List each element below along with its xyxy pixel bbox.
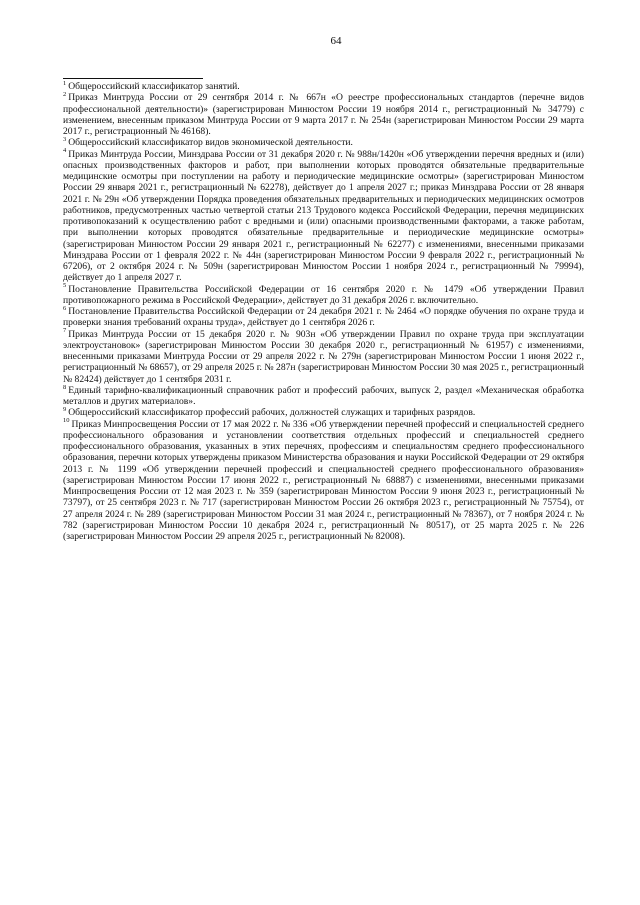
footnote-text: Общероссийский классификатор профессий рабочих, должностей служащих и тарифных разрядов.	[68, 407, 476, 419]
footnote-marker: 6	[63, 304, 67, 312]
footnote-1	[63, 81, 584, 92]
footnote-text: Приказ Минтруда России, Минздрава России от 31 декабря 2020 г. № 988н/1420н «Об утверждении перечня вредных и (или) опасных производственных факторов и работ, при выполнении которых проводятся обязательные предварительные медицинские осмотры при поступлении на работу и периодические медицинские осмотры» (зарегистрирован Минюстом России 29 января 2021 г., регистрационный № 62278), действует до 1 апреля 2027 г.; приказ Минздрава России от 28 января 2021 г. № 29н «Об утверждении Порядка проведения обязательных предварительных и периодических медицинских осмотров работников, предусмотренных частью четвертой статьи 213 Трудового кодекса Российской Федерации, перечня медицинских противопоказаний к осуществлению работ с вредными и (или) опасными производственными факторами, а также работам, при выполнении которых проводятся обязательные предварительные и периодические медицинские осмотры» (зарегистрирован Минюстом России 29 января 2021 г., регистрационный № 62277) с изменениями, внесенными приказами Минздрава России от 1 февраля 2022 г. № 44н (зарегистрирован Минюстом России 9 февраля 2022 г., регистрационный № 67206), от 2 октября 2024 г. № 509н (зарегистрирован Минюстом России 1 ноября 2024 г., регистрационный № 79994), действует до 1 апреля 2027 г.	[63, 148, 584, 284]
footnote-text: Единый тарифно-квалификационный справочник работ и профессий рабочих, выпуск 2, раздел «Механическая обработка металлов и других материалов».	[63, 384, 584, 407]
footnote-marker: 9	[63, 406, 67, 414]
footnote-5	[63, 284, 584, 307]
footnote-4	[63, 149, 584, 284]
footnote-6	[63, 306, 584, 329]
footnote-2	[63, 92, 584, 137]
footnote-marker: 7	[63, 327, 67, 335]
footnote-7	[63, 329, 584, 385]
footnote-text: Приказ Минтруда России от 29 сентября 2014 г. № 667н «О реестре профессиональных стандартов (перечне видов профессиональной деятельности)» (зарегистрирован Минюстом России 19 ноября 2014 г., регистрационный № 34779) с изменением, внесенным приказом Минтруда России от 9 марта 2017 г. № 254н (зарегистрирован Минюстом России 29 марта 2017 г., регистрационный № 46168).	[63, 92, 584, 137]
footnote-marker: 1	[63, 79, 67, 87]
footnote-marker: 4	[63, 147, 67, 155]
footnote-text: Постановление Правительства Российской Федерации от 16 сентября 2020 г. № 1479 «Об утверждении Правил противопожарного режима в Российской Федерации», действует до 31 декабря 2026 г. включительно.	[63, 283, 584, 306]
page-number: 64	[330, 35, 342, 47]
footnote-marker: 2	[63, 91, 67, 99]
footnote-separator	[63, 78, 203, 79]
footnote-8	[63, 385, 584, 408]
footnote-marker: 5	[63, 282, 67, 290]
footnote-text: Общероссийский классификатор видов экономической деятельности.	[68, 137, 353, 149]
footnote-text: Общероссийский классификатор занятий.	[68, 81, 240, 92]
footnote-text: Приказ Минтруда России от 15 декабря 2020 г. № 903н «Об утверждении Правил по охране труда при эксплуатации электроустановок» (зарегистрирован Минюстом России 30 декабря 2020 г., регистрационный № 61957) с изменениями, внесенными приказами Минтруда России от 29 апреля 2022 г. № 279н (зарегистрирован Минюстом России 1 июня 2022 г., регистрационный № 68657), от 29 апреля 2025 г. № 287н (зарегистрирован Минюстом России 30 мая 2025 г., регистрационный № 82424) действует до 1 сентября 2031 г.	[63, 328, 584, 385]
footnote-marker: 10	[63, 417, 70, 425]
footnote-text: Приказ Минпросвещения России от 17 мая 2022 г. № 336 «Об утверждении перечней профессий и специальностей среднего профессионального образования и установлении соответствия отдельных профессий и специальностей среднего профессионального образования, указанных в этих перечнях, профессиям и специальностям среднего профессионального образования, перечни которых утверждены приказом Министерства образования и науки Российской Федерации от 29 октября 2013 г. № 1199 «Об утверждении перечней профессий и специальностей среднего профессионального образования» (зарегистрирован Минюстом России 17 июня 2022 г., регистрационный № 68887) с изменениями, внесенными приказами Минпросвещения России от 12 мая 2023 г. № 359 (зарегистрирован Минюстом России 9 июня 2023 г., регистрационный № 73797), от 25 сентября 2023 г. № 717 (зарегистрирован Минюстом России 26 октября 2023 г., регистрационный № 75754), от 27 апреля 2024 г. № 289 (зарегистрирован Минюстом России 31 мая 2024 г., регистрационный № 78367), от 7 ноября 2024 г. № 782 (зарегистрирован Минюстом России 10 декабря 2024 г., регистрационный № 80517), от 25 марта 2025 г. № 226 (зарегистрирован Минюстом России 29 апреля 2025 г., регистрационный № 82008).	[63, 418, 584, 542]
footnote-3	[63, 137, 584, 148]
footnote-text: Постановление Правительства Российской Федерации от 24 декабря 2021 г. № 2464 «О порядке обучения по охране труда и проверки знания требований охраны труда», действует до 1 сентября 2026 г.	[63, 306, 584, 329]
footnote-10	[63, 419, 584, 543]
footnote-marker: 8	[63, 383, 67, 391]
footnote-9	[63, 407, 584, 418]
footnote-marker: 3	[63, 136, 67, 144]
footnotes-block	[63, 81, 584, 542]
